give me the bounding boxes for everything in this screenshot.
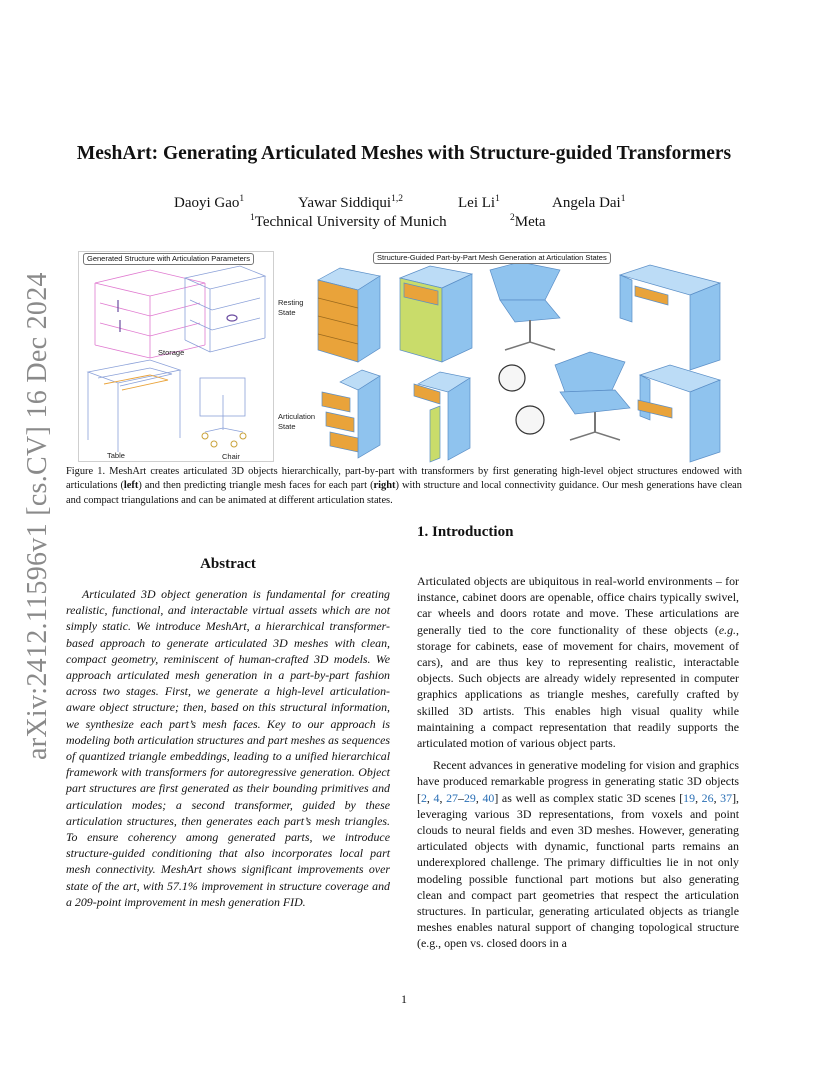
intro-body — [417, 573, 739, 958]
intro-paragraph-2: Recent advances in generative modeling for vision and graphics have produced remarkable progress in generating static 3D objects [2, 4, 27–29, 40] as well as complex static 3D scenes [19, 26, 37], leveraging various 3D representations, from voxels and point clouds to neural fields and even 3D meshes. However, generating articulated objects with dynamic, functional parts remains an underexplored challenge. The primary difficulties lie in not only modeling possible functional part motions but also generating clean and compact part geometries that respect the articulation structures. In particular, generating articulated objects as triangle meshes enables natural support of changing topological structure (e.g., open vs. closed doors in a — [417, 758, 739, 951]
desk-resting — [620, 265, 720, 370]
chair-resting — [490, 262, 560, 350]
cabinet-resting — [318, 268, 380, 362]
label-articulation-2: State — [278, 422, 296, 431]
intro-heading: 1. Introduction — [417, 524, 514, 540]
table-wireframe — [88, 360, 180, 452]
author-4: Angela Dai$^1$ — [552, 194, 626, 211]
storage-wireframe-2 — [185, 266, 265, 352]
figure-left-header: Generated Structure with Articulation Parameters — [83, 253, 254, 265]
chair-wireframe — [200, 378, 245, 432]
abstract-text: Articulated 3D object generation is fundamental for creating realistic, functional, and interactable virtual assets which are not simply static. We introduce MeshArt, a hierarchical transformer-based approach to generate articulated 3D meshes with clean, compact geometry, reminiscent of human-crafted 3D models. We approach articulated mesh generation in a part-by-part fashion across two stages. First, we generate a high-level articulation-aware object structure; then, based on this structural information, we synthesize each part’s mesh faces. Key to our approach is modeling both articulation structures and part meshes as sequences of quantized triangle embeddings, leading to a unified hierarchical framework with transformers for autoregressive generation. Object part structures are first generated as their bounding primitives and articulation modes; a second transformer, guided by these articulation structures, then generates each part’s mesh triangles. To ensure coherency among generated parts, we introduce structure-guided conditioning that also incorporates local part mesh connectivity. MeshArt shows significant improvements over state of the art, with 57.1% improvement in structure coverage and a 209-point improvement in mesh generation FID. — [66, 587, 390, 909]
wheel-zoom-circles — [499, 365, 544, 434]
citation-link[interactable]: 40 — [482, 790, 495, 805]
label-resting-1: Resting — [278, 298, 304, 307]
citation-link[interactable]: 26 — [701, 790, 714, 805]
author-3: Lei Li$^1$ — [458, 194, 500, 211]
citation-link[interactable]: 37 — [720, 790, 733, 805]
citation-link[interactable]: 27 — [446, 790, 458, 805]
intro-paragraph-1: Articulated objects are ubiquitous in real-world environments – for instance, cabinet doors are openable, office chairs typically swivel, car wheels and doors rotate and move. These articulations are generally tied to the core functionality of these objects (e.g., storage for cabinets, ease of movement for chairs, movement of cars), and are thus key to representing realistic, interactable objects. Such objects are already widely represented in computer graphics applications as triangle meshes, carefully crafted by skilled 3D artists. This enables high visual quality while maintaining a compact representation that readily supports the articulated motion of various object parts. — [417, 574, 739, 751]
author-2: Yawar Siddiqui$^{1,2}$ — [298, 194, 403, 211]
affiliation-2: $^2$Meta — [510, 213, 546, 230]
paper-title: MeshArt: Generating Articulated Meshes with Structure-guided Transformers — [76, 143, 732, 164]
label-articulation-1: Articulation — [278, 412, 316, 421]
cabinet-articulated — [322, 370, 380, 458]
chair-articulated — [555, 352, 630, 440]
citation-link[interactable]: 19 — [683, 790, 696, 805]
figure-caption: Figure 1. MeshArt creates articulated 3D objects hierarchically, part-by-part with transformers by first generating high-level object structures endowed with articulations (left) and then predicting triangle mesh faces for each part (right) with structure and local connectivity guidance. Our mesh generations have clean and compact triangulations and can be animated at different articulation states. — [66, 466, 742, 506]
citation-link[interactable]: 4 — [433, 790, 440, 805]
label-table: Table — [107, 451, 125, 460]
label-storage: Storage — [158, 348, 185, 357]
desk-articulated — [638, 365, 720, 462]
author-1: Daoyi Gao$^1$ — [174, 194, 245, 211]
citation-link[interactable]: 29 — [463, 790, 476, 805]
affiliation-1: $^1$Technical University of Munich — [250, 213, 447, 230]
arxiv-identifier: arXiv:2412.11596v1 [cs.CV] 16 Dec 2024 — [22, 272, 53, 760]
cupboard-resting — [400, 266, 472, 362]
cupboard-articulated — [414, 372, 470, 462]
page-number: 1 — [401, 992, 407, 1006]
figure-illustration — [0, 0, 828, 470]
label-chair: Chair — [222, 452, 240, 461]
abstract-heading: Abstract — [200, 556, 256, 572]
citation-link[interactable]: 2 — [420, 790, 427, 805]
figure-right-header: Structure-Guided Part-by-Part Mesh Generation at Articulation States — [373, 252, 611, 264]
label-resting-2: State — [278, 308, 296, 317]
storage-wireframe — [95, 270, 205, 358]
